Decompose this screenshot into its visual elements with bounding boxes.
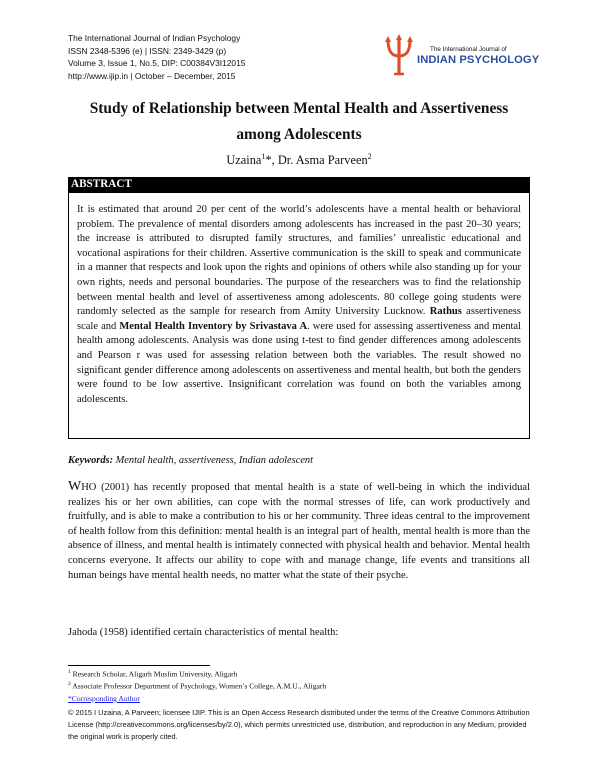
footnote-1-text: Research Scholar, Aligarh Muslim University, Aligarh [70,669,238,679]
journal-issn: ISSN 2348-5396 (e) | ISSN: 2349-3429 (p) [68,45,227,56]
keywords-value: Mental health, assertiveness, Indian adolescent [113,455,314,466]
logo-top-text: The International Journal of [430,46,507,53]
footnote-2-text: Associate Professor Department of Psychology, Women’s College, A.M.U., Aligarh [70,681,327,691]
author-1-star: *, [265,153,278,168]
abstract-box [68,192,530,439]
footnote-2 [68,681,326,691]
intro-text: HO (2001) has recently proposed that mental health is a state of well-being in which the individual realizes his or her own abilities, can cope with the normal stresses of life, can work productively and fruitfully, and is able to make a contribution to his or her community. Three ideas central to the improvement of health follow from this definition: mental health is an integral part of health, mental health is more than the absence of illness, and mental health is intimately connected with physical health and behavior. Mental health concerns everyone. It affects our ability to cope with and manage change, life events and transitions all human beings have mental health needs, no matter what the state of their psyche. [68,482,530,581]
journal-name: The International Journal of Indian Psychology [68,33,241,43]
footnote-divider [68,665,210,666]
author-1: Uzaina [226,153,262,168]
footnote-1-mark: 1 [68,669,71,675]
abstract-text-3: . were used for assessing assertiveness and mental health among adolescents. Analysis was done using t-test to find gender differences among adolescents and Pearson r was used for assessing relation between both the variables. The result showed no significant gender difference among adolescents on assertiveness and mental health, but both the genders were found to be low assertive. Insignificant correlation was found on both the variables among adolescents. [77,320,521,405]
journal-date: October – December, 2015 [134,70,236,81]
journal-url-line [68,70,368,83]
logo-main-text: INDIAN PSYCHOLOGY [417,54,540,66]
journal-volume: Volume 3, Issue 1, No.5, DIP: C00384V3I12015 [68,58,246,69]
footnote-2-mark: 2 [68,681,71,687]
keywords-label: Keywords: [68,455,114,466]
author-2-mark: 2 [367,152,372,161]
title-line-1: Study of Relationship between Mental Health and Assertiveness [89,100,509,117]
abstract-text-1: It is estimated that around 20 per cent of the world’s adolescents have a mental health or behavioral problem. The prevalence of mental disorders among adolescents has increased in the past 20–30 years; the increase is attributed to disrupted family structures, and families’ unrealistic educational and vocational aspirations for their children. Assertive communication is the skill to speak and communicate in a manner that respects and look upon the rights and opinions of others while also standing up for your own rights, needs and personal boundaries. The purpose of the researchers was to find the relationship between mental health and level of assertiveness among adolescents. 80 college going students were randomly selected as the sample for research from Amity University Lucknow. [77,204,521,318]
abstract-heading: ABSTRACT [68,177,530,192]
corresponding-author-link[interactable]: *Corresponding Author [68,694,140,703]
journal-url[interactable]: http://www.ijip.in [68,70,129,81]
author-2: Dr. Asma Parveen [277,153,368,168]
license-text: © 2015 I Uzaina, A Parveen; licensee IJIP. This is an Open Access Research distributed under the terms of the Creative Commons Attribution License (http://creativecommons.org/licenses/by/2.0), which permits unrestricted use, distribution, and reproduction in any Medium, provided the original work is properly cited. [68,708,530,741]
keywords [68,455,530,466]
journal-info [68,32,368,82]
journal-separator: | [130,70,133,81]
authors [68,152,530,168]
abstract-text-2: assertiveness scale and [77,306,521,332]
jahoda-paragraph: Jahoda (1958) identified certain characteristics of mental health: [68,627,339,638]
footnote-1 [68,669,237,679]
paper-title [68,96,530,148]
intro-dropcap: W [68,479,82,494]
abstract-bold-1: Rathus [429,306,462,318]
psi-trident-icon [384,34,414,78]
intro-paragraph [68,480,530,583]
journal-logo [384,34,564,78]
title-line-2: among Adolescents [236,126,362,143]
abstract-bold-2: Mental Health Inventory by Srivastava A [119,320,308,332]
author-1-mark: 1 [261,152,266,161]
